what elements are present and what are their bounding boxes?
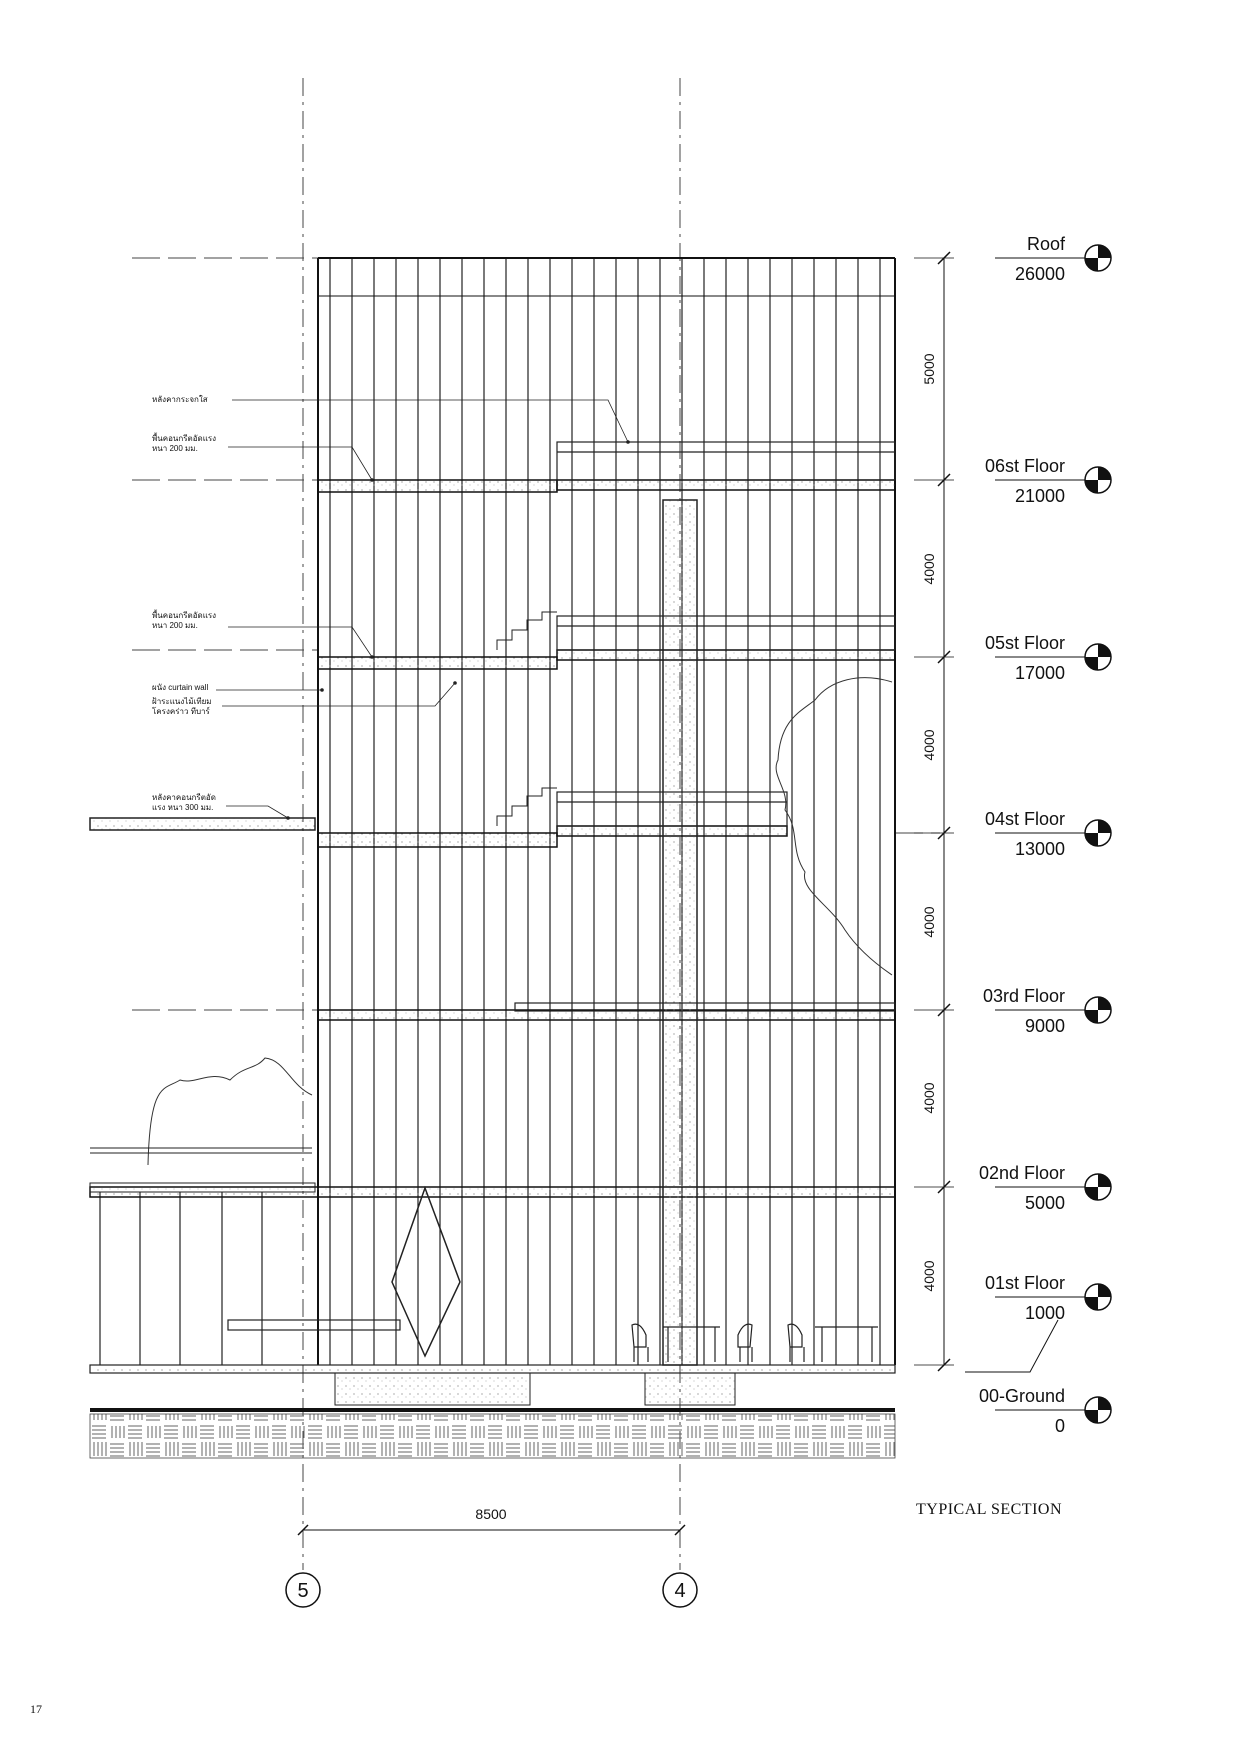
curtain-wall-mullions	[100, 258, 880, 1365]
storey-dimension-chain	[914, 252, 954, 1371]
annotation-text: พื้นคอนกรีตอัดแรง	[152, 611, 217, 620]
level-elevation: 26000	[1014, 264, 1065, 284]
level-elevation: 1000	[1024, 1303, 1065, 1323]
drawing-caption: TYPICAL SECTION	[915, 1501, 1062, 1518]
annotation	[152, 432, 374, 482]
storey-dimension-label: 4000	[921, 906, 937, 938]
building-frame	[318, 258, 895, 1365]
grid-dimension-label: 8500	[475, 1506, 507, 1522]
level-name: 03rd Floor	[982, 986, 1065, 1006]
level-marker	[983, 986, 1111, 1036]
ground-slab	[90, 1365, 895, 1458]
grid-label-5: 5	[297, 1580, 309, 1602]
level-elevation: 9000	[1024, 1016, 1065, 1036]
level-marker	[995, 234, 1111, 284]
level-marker	[985, 809, 1111, 859]
level-name: 00-Ground	[978, 1386, 1065, 1406]
level-marker	[985, 633, 1111, 683]
level-name: 05st Floor	[984, 633, 1065, 653]
concrete-core	[663, 500, 697, 1365]
annotation-text: ผนัง curtain wall	[152, 683, 209, 692]
annotation-text: ฝ้าระแนงไม้เทียม	[152, 697, 212, 706]
grid-axis-lines	[303, 78, 680, 1570]
tree-outlines	[148, 678, 892, 1165]
annotation	[152, 683, 324, 692]
level-name: 06st Floor	[984, 456, 1065, 476]
grid-bubble-4	[663, 1573, 697, 1607]
level-marker	[985, 456, 1111, 506]
floor-slabs	[90, 480, 895, 1197]
floor-slab	[318, 833, 557, 847]
annotation	[152, 395, 630, 444]
level-name: Roof	[1026, 234, 1065, 254]
annotation-text: โครงคร่าว ทีบาร์	[152, 707, 210, 716]
ground-furniture	[228, 1320, 878, 1362]
level-elevation: 17000	[1014, 663, 1065, 683]
storey-dimension-label: 4000	[921, 1082, 937, 1114]
annotation-text: หลังคาคอนกรีตอัด	[152, 793, 216, 802]
level-marker	[979, 1163, 1111, 1213]
diamond-panel	[392, 1188, 460, 1356]
level-elevation: 21000	[1014, 486, 1065, 506]
annotation-text: หลังคากระจกใส	[152, 395, 208, 404]
level-elevation: 13000	[1014, 839, 1065, 859]
floor-slab	[318, 480, 557, 492]
left-patio	[90, 1148, 315, 1192]
level-name: 02nd Floor	[978, 1163, 1065, 1183]
annotation-text: พื้นคอนกรีตอัดแรง	[152, 434, 217, 443]
storey-dimension-label: 5000	[921, 353, 937, 385]
level-name: 01st Floor	[984, 1273, 1065, 1293]
level-elevation: 5000	[1024, 1193, 1065, 1213]
grid-label-4: 4	[674, 1580, 686, 1602]
level-markers	[965, 234, 1111, 1436]
floor-slab	[318, 657, 557, 669]
level-elevation: 0	[1054, 1416, 1065, 1436]
level-name: 04st Floor	[984, 809, 1065, 829]
floor-slab	[557, 650, 895, 660]
page-number: 17	[30, 1702, 42, 1716]
canopy-roof-slab	[90, 818, 315, 830]
annotation-text: แรง หนา 300 มม.	[152, 803, 214, 812]
annotation	[152, 609, 374, 659]
level-marker	[985, 1273, 1111, 1323]
annotation-text: หนา 200 มม.	[152, 621, 198, 630]
annotation-text: หนา 200 มม.	[152, 444, 198, 453]
grid-dimension	[298, 1506, 685, 1535]
level-lines	[132, 258, 940, 1010]
storey-dimension-label: 4000	[921, 1260, 937, 1292]
annotations	[152, 395, 630, 820]
annotation	[152, 793, 290, 820]
storey-dimension-label: 4000	[921, 729, 937, 761]
floor-slab	[557, 480, 895, 490]
grid-bubble-5	[286, 1573, 320, 1607]
storey-dimension-label: 4000	[921, 553, 937, 585]
level-marker	[979, 1386, 1111, 1436]
